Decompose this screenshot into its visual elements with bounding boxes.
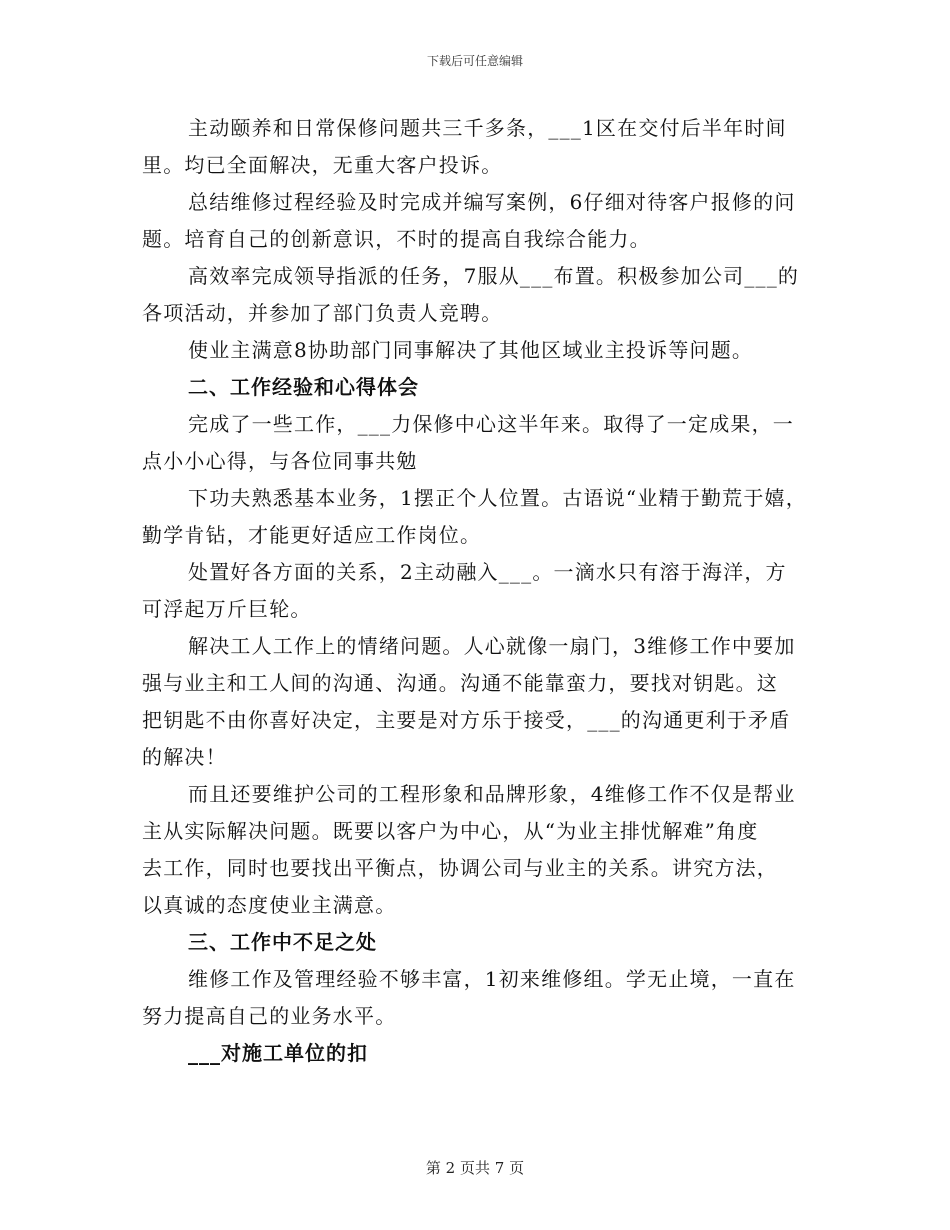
section-heading-3: 三、工作中不足之处	[188, 930, 377, 954]
paragraph-line: 而且还要维护公司的工程形象和品牌形象，4维修工作不仅是帮业	[188, 782, 796, 806]
paragraph-line: 处置好各方面的关系，2主动融入___。一滴水只有溶于海洋，方	[188, 560, 787, 584]
page-header: 下载后可任意编辑	[426, 54, 523, 68]
paragraph-line: 以真诚的态度使业主满意。	[142, 893, 397, 917]
paragraph-line: 去工作，同时也要找出平衡点，协调公司与业主的关系。讲究方法，	[142, 856, 778, 880]
paragraph-line: 里。均已全面解决，无重大客户投诉。	[142, 153, 503, 177]
paragraph-line: 高效率完成领导指派的任务，7服从___布置。积极参加公司___的	[188, 264, 800, 288]
paragraph-line: 勤学肯钻，才能更好适应工作岗位。	[142, 523, 482, 547]
document-body	[142, 110, 822, 1072]
paragraph-line: 下功夫熟悉基本业务，1摆正个人位置。古语说“业精于勤荒于嬉，	[188, 486, 807, 510]
paragraph-line: 解决工人工作上的情绪问题。人心就像一扇门，3维修工作中要加	[188, 634, 796, 658]
paragraph-line: 题。培育自己的创新意识，不时的提高自我综合能力。	[142, 227, 651, 251]
paragraph-line: 各项活动，并参加了部门负责人竞聘。	[142, 301, 503, 325]
paragraph-line: 维修工作及管理经验不够丰富，1初来维修组。学无止境，一直在	[188, 967, 796, 991]
paragraph-line: 主从实际解决问题。既要以客户为中心，从“为业主排忧解难”角度	[142, 819, 759, 843]
paragraph-line: 努力提高自己的业务水平。	[142, 1004, 397, 1028]
paragraph-line: 总结维修过程经验及时完成并编写案例，6仔细对待客户报修的问	[188, 190, 796, 214]
paragraph-line: 完成了一些工作，___力保修中心这半年来。取得了一定成果，一	[188, 412, 794, 436]
paragraph-line: 主动颐养和日常保修问题共三千多条，___1区在交付后半年时间	[188, 116, 787, 140]
paragraph-line: 把钥匙不由你喜好决定，主要是对方乐于接受，___的沟通更利于矛盾	[142, 708, 791, 732]
paragraph-line: 使业主满意8协助部门同事解决了其他区域业主投诉等问题。	[188, 338, 754, 362]
paragraph-line: 的解决！	[142, 745, 227, 769]
paragraph-line: 点小小心得，与各位同事共勉	[142, 449, 418, 473]
paragraph-line: 强与业主和工人间的沟通、沟通。沟通不能靠蛮力，要找对钥匙。这	[142, 671, 778, 695]
subsection-heading: ___对施工单位的扣	[188, 1041, 368, 1065]
section-heading-2: 二、工作经验和心得体会	[188, 375, 419, 399]
paragraph-line: 可浮起万斤巨轮。	[142, 597, 312, 621]
page-footer: 第 2 页共 7 页	[425, 1159, 525, 1177]
